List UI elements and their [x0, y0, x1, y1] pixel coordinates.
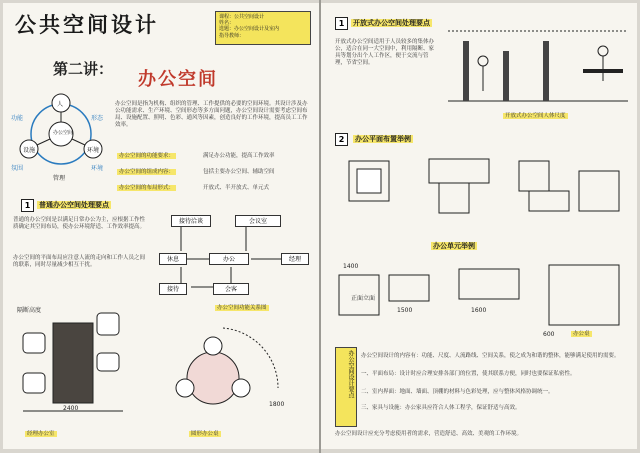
diagram-left: 设施: [23, 147, 36, 154]
flow-box-2: 会议室: [235, 215, 281, 227]
bullet-2: [117, 169, 176, 176]
r-section2-number: 2: [335, 133, 348, 146]
section-number: 1: [21, 199, 34, 212]
lecture-label: 第二讲：: [53, 60, 114, 78]
r-section3-heading-text: 办公单元举例: [433, 242, 475, 250]
dim-1: 1400: [343, 263, 359, 270]
caption-1: [25, 431, 57, 438]
flow-box-5: 经理: [281, 253, 309, 265]
section1-text2: 办公空间的平面布局应注意人流的走向和工作人员之间的联系，同时尽量减少相互干扰。: [13, 255, 146, 268]
bullet-1: [117, 153, 176, 160]
info-line: 指导教师：: [219, 32, 245, 39]
bottom-note: 办公空间设计应充分考虑使用者的需求，营造舒适、高效、美观的工作环境。: [335, 431, 523, 437]
elev-label: 正面立面: [351, 295, 376, 302]
dim-4: 600: [543, 331, 555, 338]
bullet-3-note: 开放式、半开放式、单元式: [203, 185, 270, 191]
info-line: 姓名：: [219, 20, 235, 27]
page-title: 公共空间设计: [15, 12, 159, 37]
section1-text: 普通的办公空间是以满足日常办公为主，应根据工作性质确定其空间布局，使办公环境舒适、工作效率提高。: [13, 217, 146, 230]
right-page: [321, 3, 637, 449]
flow-caption-text: 办公空间功能关系图: [217, 305, 267, 311]
r-section1-number: 1: [335, 17, 348, 30]
flow-box-1: 接待洽谈: [171, 215, 211, 227]
round-table-sketch: [163, 318, 293, 438]
left-page: [3, 3, 320, 449]
topic-title: 办公空间: [138, 69, 218, 90]
diagram-tr: 形态: [91, 115, 104, 122]
caption-2: [189, 431, 221, 438]
flow-box-6: 接待: [159, 283, 187, 295]
r-section2-heading: [353, 134, 413, 144]
info-line: 课程：公共空间设计: [219, 14, 265, 20]
human-scale-sketch: [443, 21, 633, 111]
flow-box-7: 会客: [213, 283, 249, 295]
diagram-bl: 氛围: [11, 165, 24, 172]
diagram-br: 环境: [91, 165, 104, 172]
r-section1-caption-text: 开放式办公空间人体尺度: [505, 113, 566, 119]
dim-2: 1500: [397, 307, 413, 314]
desk-caption: [571, 331, 592, 338]
dim-b: 1800: [269, 401, 285, 408]
bullet-3-label: 办公空间的布局形式：: [119, 185, 175, 191]
r-section1-caption: [503, 113, 568, 120]
bottom-text-2: 一、平面布局：设计时应合理安排各部门的位置，使其联系方便，同时也要保证私密性。: [361, 371, 576, 377]
diagram-center: 办公空间: [53, 130, 74, 136]
bullet-2-label: 办公空间的组成内容：: [119, 169, 175, 175]
bullet-2-note: 包括主要办公空间、辅助空间: [203, 169, 275, 175]
r-section1-text: 开放式办公空间适用于人员较多的集体办公，适合在同一大空间中，利用隔断、家具等划分出个人工作区，便于交流与管理，节省空间。: [335, 39, 435, 66]
plan-label: 隔断高度: [17, 307, 42, 314]
r-section3-heading: [431, 241, 477, 251]
info-box: [215, 11, 311, 45]
layout-examples: [329, 151, 629, 231]
flow-box-4: 办公: [209, 253, 249, 265]
info-line: 选题：办公空间设计及室内: [219, 26, 280, 33]
section-heading-text: 普通办公空间处理要点: [39, 201, 109, 209]
diagram-tl: 功能: [11, 115, 24, 122]
section-heading: [37, 200, 111, 210]
r-section1-heading: [351, 18, 432, 28]
desk-caption-text: 办公桌: [573, 331, 590, 337]
bullet-1-label: 办公空间的功能要求：: [119, 153, 175, 159]
r-section2-heading-text: 办公平面布置举例: [355, 135, 411, 143]
bullet-3: [117, 185, 176, 192]
flow-caption: [215, 305, 269, 312]
diagram-right: 环境: [87, 147, 100, 154]
dim-3: 1600: [471, 307, 487, 314]
bottom-text-3: 二、室内界面：地面、墙面、顶棚的材料与色彩处理，应与整体风格协调统一。: [361, 389, 554, 395]
bottom-text-4: 三、家具与设施：办公家具应符合人体工程学，保证舒适与高效。: [361, 405, 521, 411]
flow-box-3: 休息: [159, 253, 187, 265]
r-section1-heading-text: 开放式办公空间处理要点: [353, 19, 430, 27]
intro-paragraph: 办公空间是指为机构、组织的管理、工作提供的必要的空间环境。其设计涉及办公功能需求、生产环境、空间形态等多方面问题，办公空间设计需要考虑空间布局、设施配置、照明、色彩、通风等因素，创造良好的工作环境，提高员工工作效率。: [115, 101, 308, 128]
bottom-sidebar: 办公空间设计要点: [335, 347, 357, 427]
dim-a: 2400: [63, 405, 79, 412]
diagram-top: 人: [57, 101, 64, 108]
bottom-text-1: 办公空间设计的内容有：功能、尺度、人流路线、空间关系，使之成为和谐的整体，能够满足使用的需要。: [361, 353, 620, 359]
caption-1-text: 经理办公室: [27, 431, 55, 437]
caption-2-text: 圆形办公桌: [191, 431, 219, 437]
diagram-bottom: 管理: [53, 175, 66, 182]
bullet-1-note: 满足办公功能，提高工作效率: [203, 153, 275, 159]
